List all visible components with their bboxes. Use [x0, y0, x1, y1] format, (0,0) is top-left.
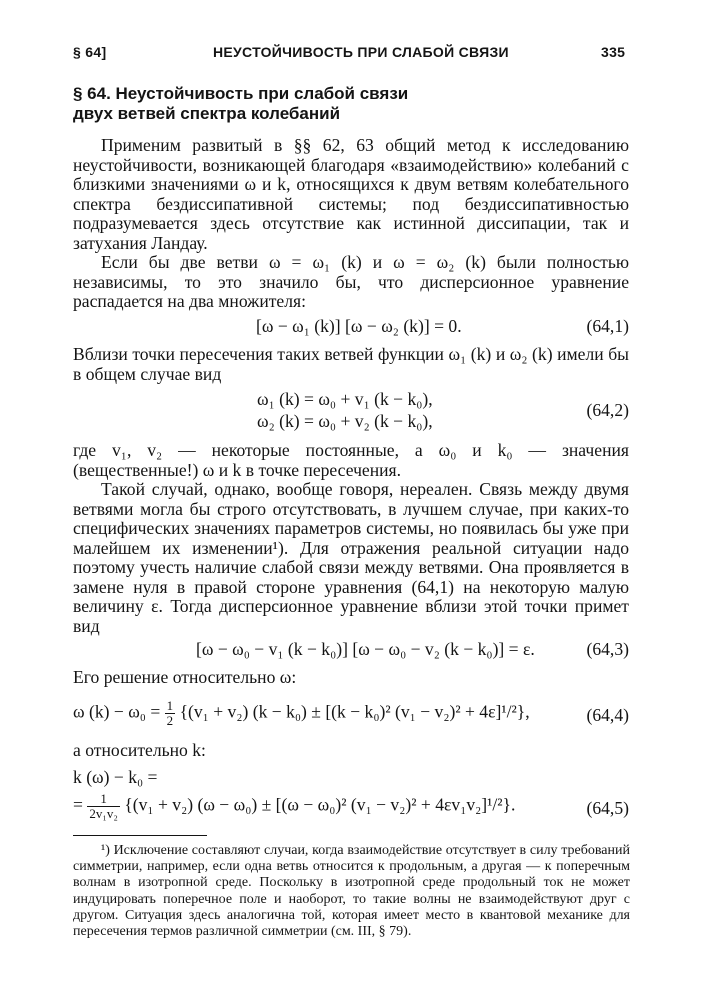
paragraph-2: Если бы две ветви ω = ω₁ (k) и ω = ω₂ (k) были полностью независимы, то это значило бы, что дисперсионное уравнение распадается на два множителя:: [73, 252, 629, 311]
paragraph-7: а относительно k:: [73, 740, 206, 760]
section-title-line1: § 64. Неустойчивость при слабой связи: [73, 84, 409, 103]
equation-64-5-eq-sign: =: [73, 794, 83, 815]
equation-64-4: [73, 699, 530, 728]
equation-number-64-1: (64,1): [586, 316, 629, 336]
equation-number-64-3: (64,3): [586, 639, 629, 659]
paragraph-5: Такой случай, однако, вообще говоря, нереален. Связь между двумя ветвями могла бы строго отсутствовать, в лучшем случае, при каких-то специфических значениях параметров системы, но появилась бы уже при малейшем их изменении¹). Для отражения реальной ситуации надо поэтому учесть наличие слабой связи между ветвями. Она проявляется в замене нуля в правой стороне уравнения (64,1) на некоторую малую величину ε. Тогда дисперсионное уравнение вблизи этой точки примет вид: [73, 479, 629, 636]
fraction-denominator: 2v₁v₂: [89, 806, 118, 821]
body-block-3: [73, 441, 629, 636]
equation-64-5-fraction: [87, 792, 120, 821]
equation-number-64-4: (64,4): [586, 705, 629, 725]
body-block-5: [73, 741, 629, 761]
fraction-numerator: 1: [166, 698, 174, 713]
paragraph-6: Его решение относительно ω:: [73, 667, 297, 687]
equation-64-5-line1: k (ω) − k₀ =: [73, 767, 158, 787]
equation-64-5-rhs: {(v₁ + v₂) (ω − ω₀) ± [(ω − ω₀)² (v₁ − v₂)² + 4εv₁v₂]¹/²}.: [124, 794, 516, 815]
equation-64-4-fraction: [165, 699, 176, 728]
paragraph-3: Вблизи точки пересечения таких ветвей функции ω₁ (k) и ω₂ (k) имели бы в общем случае вид: [73, 344, 629, 384]
body-block-1: [73, 136, 629, 312]
equation-64-2-line2: ω₂ (k) = ω₀ + v₂ (k − k₀),: [257, 411, 433, 431]
equation-64-1: [ω − ω₁ (k)] [ω − ω₂ (k)] = 0.: [256, 316, 462, 336]
footnote: ¹) Исключение составляют случаи, когда взаимодействие отсутствует в силу требований симметрии, например, если одна ветвь относится к продольным, а другая — к поперечным волнам в изотропной среде. Поскольку в изотропной среде продольный ток не может индуцировать поперечное поле и наоборот, то такие волны не взаимодействуют друг с другом. Ситуация здесь аналогична той, которая имеет место в квантовой механике для пересечения термов различной симметрии (см. III, § 79).: [73, 843, 630, 940]
paragraph-4: где v₁, v₂ — некоторые постоянные, а ω₀ и k₀ — значения (вещественные!) ω и k в точке пересечения.: [73, 440, 629, 480]
equation-64-3: [ω − ω₀ − v₁ (k − k₀)] [ω − ω₀ − v₂ (k − k₀)] = ε.: [196, 639, 535, 659]
page-number: 335: [601, 44, 626, 60]
equation-number-64-2: (64,2): [586, 400, 629, 420]
header-section: § 64]: [73, 44, 107, 60]
section-title-line2: двух ветвей спектра колебаний: [73, 104, 341, 123]
footnote-rule: [73, 835, 207, 836]
running-title: НЕУСТОЙЧИВОСТЬ ПРИ СЛАБОЙ СВЯЗИ: [213, 44, 509, 60]
equation-64-5-line2: [73, 792, 515, 821]
body-block-4: [73, 668, 629, 688]
equation-64-4-rhs: {(v₁ + v₂) (k − k₀) ± [(k − k₀)² (v₁ − v₂)² + 4ε]¹/²},: [179, 701, 530, 722]
fraction-numerator: 1: [87, 792, 120, 807]
fraction-denominator: 2: [166, 713, 174, 728]
equation-64-4-lhs: ω (k) − ω₀ =: [73, 701, 161, 722]
body-block-2: [73, 345, 629, 384]
paragraph-1: Применим развитый в §§ 62, 63 общий метод к исследованию неустойчивости, возникающей благодаря «взаимодействию» колебаний с близкими значениями ω и k, относящихся к двум ветвям колебательного спектра бездиссипативной системы; под бездиссипативностью подразумевается здесь отсутствие как истинной диссипации, так и затухания Ландау.: [73, 135, 629, 253]
equation-64-2-line1: ω₁ (k) = ω₀ + v₁ (k − k₀),: [257, 389, 433, 409]
equation-number-64-5: (64,5): [586, 798, 629, 818]
